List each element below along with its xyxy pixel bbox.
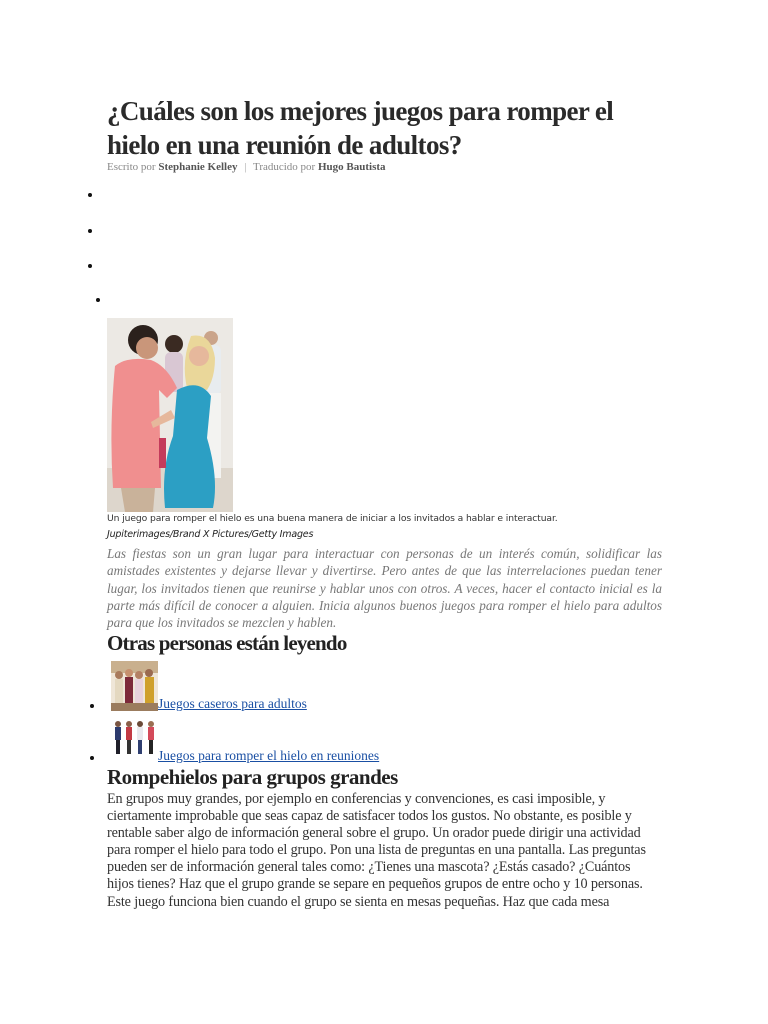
group-photo-thumbnail[interactable]	[111, 661, 158, 711]
group-photo-illustration	[111, 661, 158, 711]
article-intro: Las fiestas son un gran lugar para interactuar con personas de un interés común, solidificar las amistades existentes y dejarse llevar y divertirse. Pero antes de que las interrelaciones puedan tener lugar, los invitados tienen que reunirse y hablar unos con otros. A veces, hacer el contacto inicial es la parte más difícil de conocer a alguien. Inicia algunos buenos juegos para romper el hielo para adultos para que los invitados se mezclen y hablen.	[107, 546, 662, 631]
byline-translated-label: Traducido por	[252, 161, 316, 173]
people-standing-illustration	[111, 719, 158, 756]
related-heading: Otras personas están leyendo	[107, 631, 347, 655]
section-body: En grupos muy grandes, por ejemplo en conferencias y convenciones, es casi imposible, y ciertamente improbable que seas capaz de satisfacer todos los gustos. No obstante, es posible y rentable saber algo de información general sobre el grupo. Un orador puede dirigir una actividad para romper el hielo para todo el grupo. Pon una lista de preguntas en una pantalla. Las preguntas pueden ser de información general tales como: ¿Tienes una mascota? ¿Estás casado? ¿Cuántos hijos tienes? Haz que el grupo grande se separe en pequeños grupos de entre ocho y 10 personas. Este juego funciona bien cuando el grupo se sienta en mesas pequeñas. Haz que cada mesa	[107, 791, 646, 910]
related-link-1[interactable]: Juegos caseros para adultos	[158, 696, 307, 711]
bullet-icon	[88, 193, 92, 197]
byline-separator: |	[244, 161, 247, 173]
photo-illustration	[107, 318, 233, 512]
bullet-icon	[96, 298, 100, 302]
byline	[107, 161, 386, 173]
bullet-icon	[90, 756, 94, 760]
byline-author[interactable]: Stephanie Kelley	[158, 161, 238, 173]
image-caption: Un juego para romper el hielo es una buena manera de iniciar a los invitados a hablar e interactuar.	[107, 513, 558, 524]
byline-translator[interactable]: Hugo Bautista	[317, 161, 386, 173]
bullet-icon	[88, 229, 92, 233]
article-title: ¿Cuáles son los mejores juegos para romper el hielo en una reunión de adultos?	[107, 96, 614, 160]
people-dancing-photo	[107, 318, 233, 512]
section-heading: Rompehielos para grupos grandes	[107, 765, 398, 789]
image-credit: Jupiterimages/Brand X Pictures/Getty Images	[107, 529, 314, 540]
bullet-icon	[90, 704, 94, 708]
bullet-icon	[88, 264, 92, 268]
people-standing-thumbnail[interactable]	[111, 719, 158, 756]
related-link-2[interactable]: Juegos para romper el hielo en reuniones	[158, 748, 380, 763]
byline-written-label: Escrito por	[107, 161, 156, 173]
